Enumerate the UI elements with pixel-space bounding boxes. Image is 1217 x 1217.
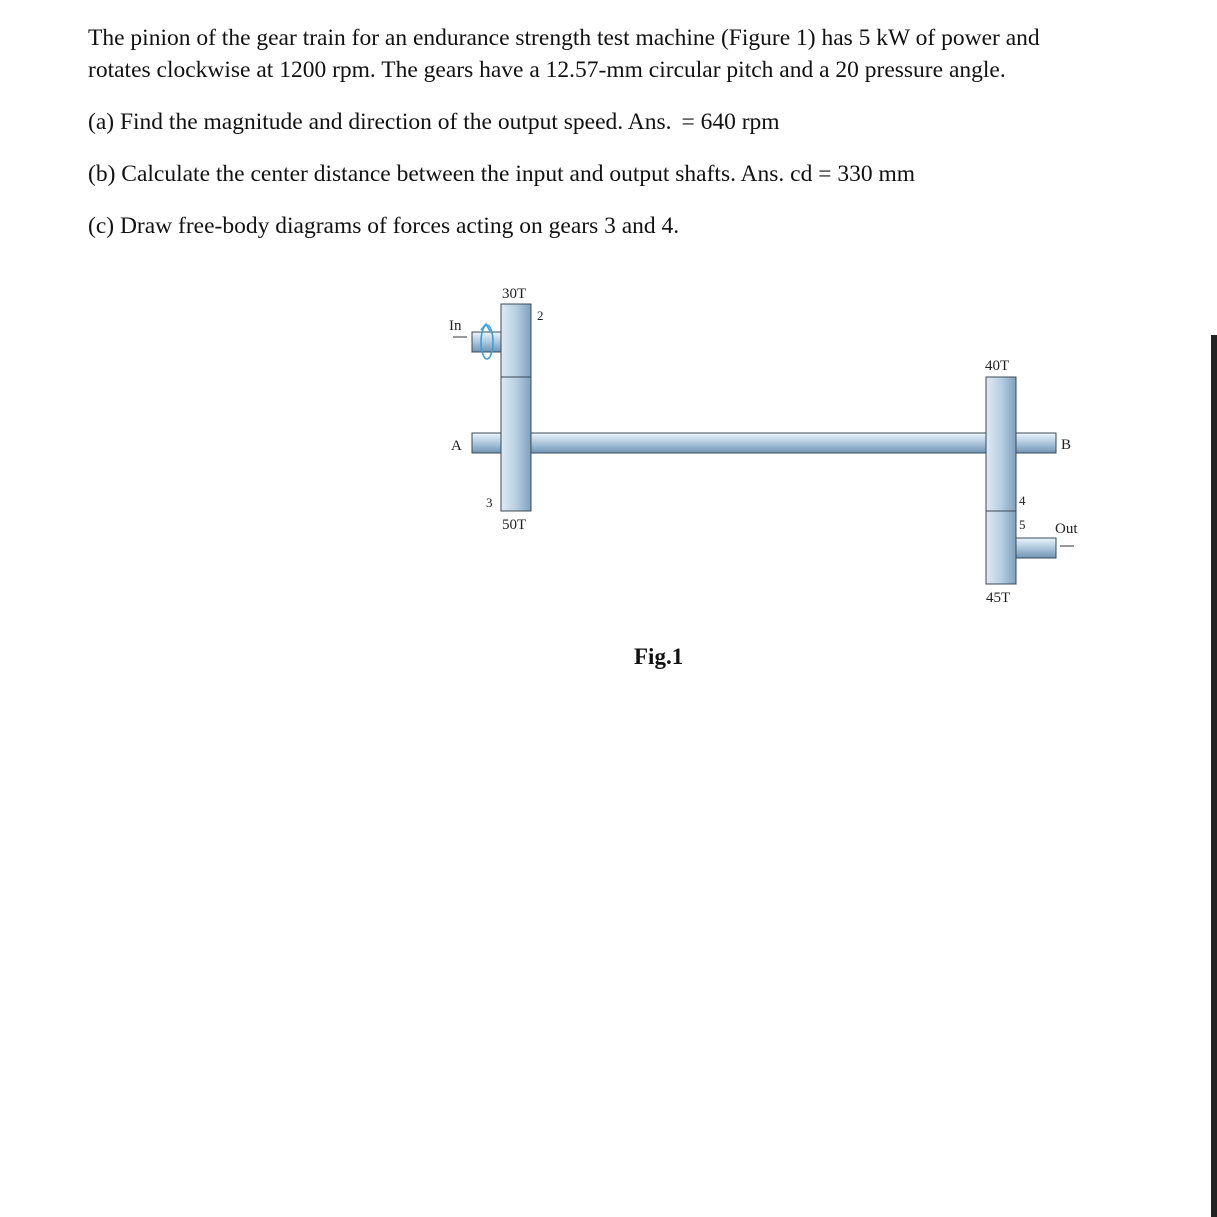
input-shaft — [472, 332, 502, 352]
intro-line-2: rotates clockwise at 1200 rpm. The gears have a 12.57-mm circular pitch and a 20 pressure angle. — [88, 57, 1006, 83]
question-b-text: (b) Calculate the center distance between the input and output shafts. Ans. cd — [88, 161, 813, 187]
gear-3-teeth-label: 50T — [502, 517, 527, 533]
bearing-a-label: A — [451, 438, 462, 454]
gear-5 — [986, 511, 1016, 584]
bearing-b-label: B — [1061, 437, 1072, 453]
intro-line-1: The pinion of the gear train for an endurance strength test machine (Figure 1) has 5 kW of power and — [88, 25, 1040, 51]
input-label: In — [449, 318, 462, 334]
question-c-text: (c) Draw free-body diagrams of forces acting on gears 3 and 4. — [88, 213, 680, 239]
answer-a: = 640 rpm — [681, 109, 780, 135]
answer-b: = 330 mm — [818, 161, 916, 187]
gear-3-number: 3 — [486, 495, 493, 510]
gear-2-number: 2 — [537, 308, 544, 323]
gear-5-number: 5 — [1019, 517, 1026, 532]
gear-2-teeth-label: 30T — [502, 286, 527, 302]
figure-caption: Fig.1 — [634, 644, 684, 669]
gear-2 — [501, 304, 531, 377]
question-a-text: (a) Find the magnitude and direction of the output speed. Ans. — [88, 109, 672, 135]
output-shaft — [1016, 538, 1056, 558]
gear-4 — [986, 377, 1016, 511]
gear-3 — [501, 377, 531, 511]
gear-4-number: 4 — [1019, 493, 1026, 508]
gear-5-teeth-label: 45T — [986, 590, 1011, 606]
main-shaft — [472, 433, 1056, 453]
output-label: Out — [1055, 521, 1078, 537]
gear-4-teeth-label: 40T — [985, 358, 1010, 374]
